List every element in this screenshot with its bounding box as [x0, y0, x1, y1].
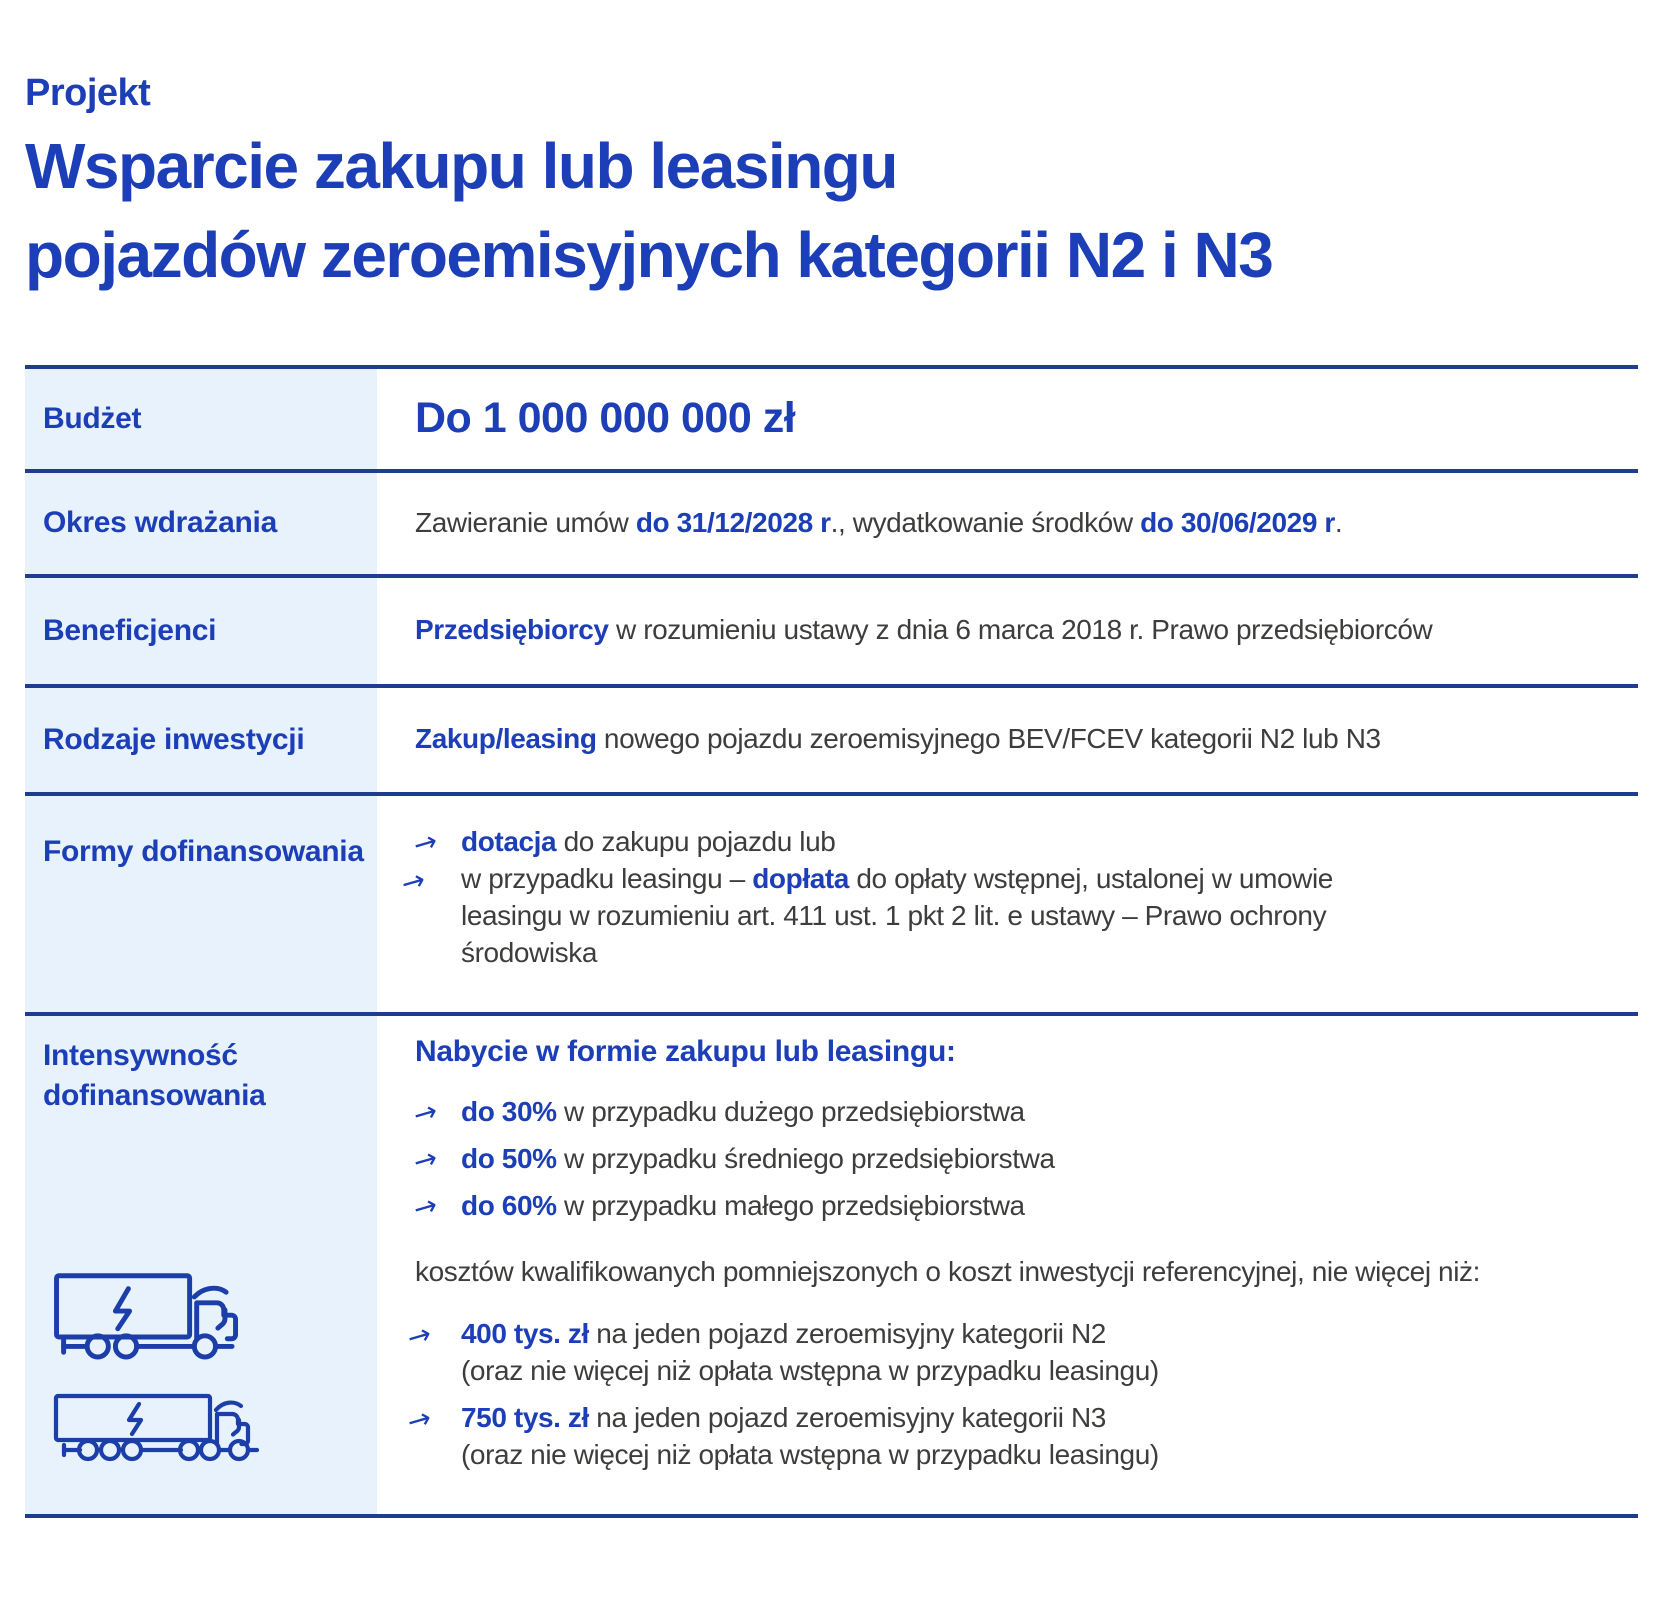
text-segment: kosztów kwalifikowanych pomniejszonych o koszt inwestycji referencyjnej, nie więcej niż:	[415, 1255, 1481, 1287]
arrow-icon: →	[403, 1400, 435, 1439]
row-label: Intensywność dofinansowania	[43, 1038, 266, 1112]
table-row	[25, 365, 1638, 469]
row-label-cell	[25, 796, 377, 1012]
bullet-item	[409, 1140, 1614, 1179]
bullet-item	[403, 1400, 1614, 1474]
row-label-cell	[25, 369, 377, 469]
text-segment: do 30%	[461, 1095, 557, 1127]
arrow-icon: →	[409, 1140, 441, 1179]
text-segment: Zawieranie umów	[415, 506, 636, 538]
headline-text	[415, 395, 1614, 442]
paragraph-text	[415, 505, 1614, 542]
text-segment: dopłata	[752, 862, 849, 894]
text-segment: w przypadku małego przedsiębiorstwa	[556, 1189, 1025, 1221]
bullet-text	[461, 824, 1614, 861]
arrow-icon: →	[409, 1187, 441, 1226]
text-segment: do zakupu pojazdu lub	[556, 825, 836, 857]
row-content	[377, 369, 1638, 469]
table-row	[25, 684, 1638, 792]
bullet-item	[403, 1316, 1614, 1390]
text-segment: w rozumieniu ustawy z dnia 6 marca 2018 r. Prawo przedsiębiorców	[608, 614, 1433, 646]
row-label: Rodzaje inwestycji	[43, 722, 305, 756]
arrow-icon: →	[409, 1093, 441, 1132]
text-segment: 400 tys. zł	[461, 1317, 589, 1349]
truck-n3-icon	[53, 1386, 291, 1470]
text-segment: w przypadku średniego przedsiębiorstwa	[556, 1142, 1055, 1174]
text-segment: do 50%	[461, 1142, 557, 1174]
text-segment: Nabycie w formie zakupu lub leasingu:	[415, 1034, 956, 1068]
text-segment: (oraz nie więcej niż opłata wstępna w przypadku leasingu)	[461, 1438, 1159, 1470]
bullet-item	[409, 1093, 1614, 1132]
row-label: Okres wdrażania	[43, 506, 277, 540]
bullet-text	[461, 861, 1614, 972]
page-title-line1: Wsparcie zakupu lub leasingu	[25, 129, 897, 202]
row-label: Formy dofinansowania	[43, 834, 364, 868]
text-segment: Przedsiębiorcy	[415, 614, 609, 646]
text-segment: leasingu w rozumieniu art. 411 ust. 1 pkt 2 lit. e ustawy – Prawo ochrony	[461, 899, 1327, 931]
table-row	[25, 574, 1638, 684]
text-segment: w przypadku leasingu –	[461, 862, 753, 894]
row-content	[377, 796, 1638, 1012]
text-segment: w przypadku dużego przedsiębiorstwa	[556, 1095, 1025, 1127]
arrow-icon: →	[403, 1316, 435, 1355]
arrow-icon: →	[397, 862, 429, 901]
text-segment: Zakup/leasing	[415, 723, 597, 755]
text-segment: nowego pojazdu zeroemisyjnego BEV/FCEV kategorii N2 lub N3	[596, 723, 1381, 755]
paragraph-text	[415, 612, 1614, 649]
bullet-text	[461, 1400, 1614, 1474]
page-title-line2: pojazdów zeroemisyjnych kategorii N2 i N3	[25, 219, 1273, 292]
text-segment: do 31/12/2028 r	[635, 506, 831, 538]
arrow-icon: →	[409, 823, 441, 862]
row-content	[377, 578, 1638, 684]
bullet-item	[397, 861, 1614, 972]
page-title	[25, 122, 1638, 301]
row-content	[377, 688, 1638, 792]
table-row	[25, 1012, 1638, 1518]
row-label-cell	[25, 578, 377, 684]
text-segment: na jeden pojazd zeroemisyjny kategorii N3	[588, 1401, 1106, 1433]
text-segment: na jeden pojazd zeroemisyjny kategorii N2	[588, 1317, 1106, 1349]
text-segment: dotacja	[461, 825, 557, 857]
row-content	[377, 1016, 1638, 1514]
bullet-text	[461, 1141, 1614, 1178]
bullet-item	[409, 823, 1614, 862]
bullet-text	[461, 1188, 1614, 1225]
text-segment: (oraz nie więcej niż opłata wstępna w przypadku leasingu)	[461, 1354, 1159, 1386]
bullet-text	[461, 1094, 1614, 1131]
subheading-text	[415, 1032, 1614, 1071]
text-segment: do opłaty wstępnej, ustalonej w umowie	[848, 862, 1333, 894]
paragraph-text	[415, 1254, 1614, 1291]
text-segment: 750 tys. zł	[461, 1401, 589, 1433]
bullet-text	[461, 1316, 1614, 1390]
text-segment: do 60%	[461, 1189, 557, 1221]
eyebrow-label: Projekt	[25, 72, 151, 114]
info-table	[25, 365, 1638, 1518]
truck-n2-icon	[53, 1271, 265, 1370]
table-row	[25, 469, 1638, 574]
row-label: Budżet	[43, 401, 142, 435]
row-label: Beneficjenci	[43, 613, 217, 647]
text-segment: środowiska	[461, 936, 598, 968]
text-segment: ., wydatkowanie środków	[830, 506, 1141, 538]
row-label-cell	[25, 688, 377, 792]
truck-icons	[43, 1271, 371, 1514]
text-segment: Do 1 000 000 000 zł	[415, 394, 796, 443]
row-label-cell	[25, 1016, 377, 1514]
row-label-cell	[25, 473, 377, 574]
paragraph-text	[415, 721, 1614, 758]
row-content	[377, 473, 1638, 574]
text-segment: .	[1334, 506, 1343, 538]
table-row	[25, 792, 1638, 1012]
bullet-item	[409, 1187, 1614, 1226]
text-segment: do 30/06/2029 r	[1140, 506, 1335, 538]
